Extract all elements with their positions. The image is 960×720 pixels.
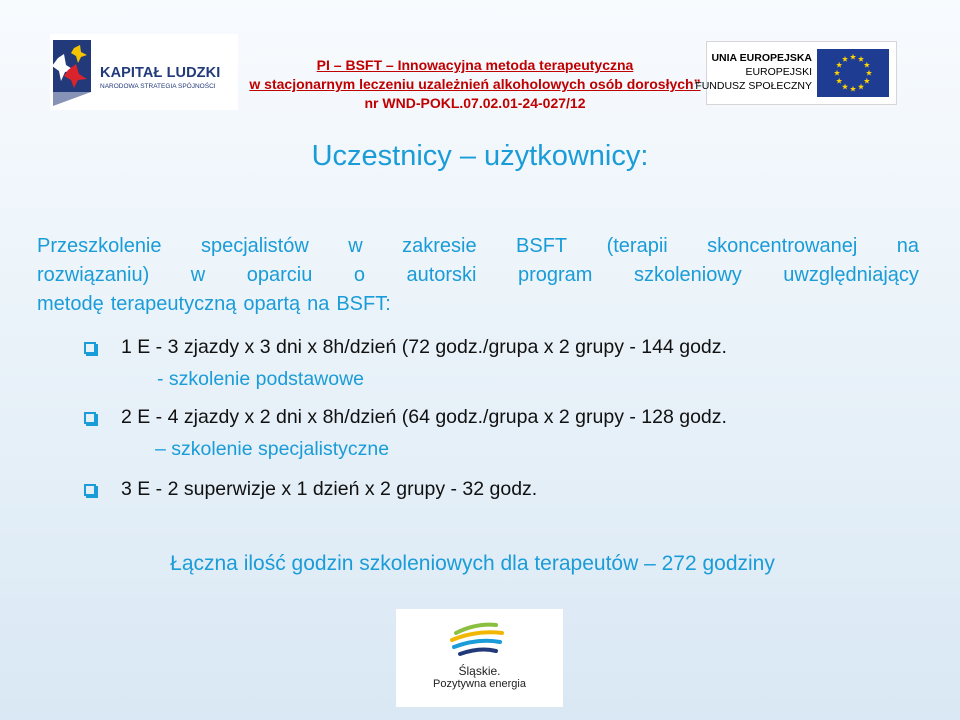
eu-star-icon — [858, 84, 864, 90]
intro-word: o — [353, 264, 365, 286]
bullet-2-subtext: – szkolenie specjalistyczne — [155, 438, 390, 460]
intro-word: w — [190, 264, 206, 286]
eu-star-icon — [866, 70, 872, 76]
intro-word: szkoleniowy — [633, 264, 742, 286]
eu-star-icon — [864, 78, 870, 84]
intro-word: na — [307, 293, 330, 315]
checkbox-bullet-icon — [84, 342, 96, 354]
slaskie-tagline: Pozytywna energia — [433, 678, 526, 690]
intro-word: uwzględniający — [783, 264, 919, 286]
intro-word: (terapii — [606, 235, 668, 257]
project-name-line: PI – BSFT – Innowacyjna metoda terapeutyczna — [316, 57, 634, 73]
project-number-line: nr WND-POKL.07.02.01-24-027/12 — [364, 95, 586, 111]
eu-star-icon — [842, 56, 848, 62]
intro-word: na — [896, 235, 919, 257]
eu-star-icon — [842, 84, 848, 90]
kapital-ludzki-emblem-icon — [50, 34, 100, 110]
intro-word: Przeszkolenie — [37, 235, 162, 257]
eu-logo-line3: FUNDUSZ SPOŁECZNY — [695, 80, 812, 92]
project-description-line: w stacjonarnym leczeniu uzależnień alkoholowych osób dorosłych” — [249, 76, 701, 92]
intro-word: opartą — [243, 293, 301, 315]
intro-word: w — [348, 235, 363, 257]
summary-total-hours: Łączna ilość godzin szkoleniowych dla terapeutów – 272 godziny — [170, 552, 775, 575]
eu-social-fund-logo — [695, 41, 897, 105]
intro-word: metodę — [37, 293, 104, 315]
kapital-ludzki-subtitle: NARODOWA STRATEGIA SPÓJNOŚCI — [100, 83, 216, 90]
intro-line-2 — [37, 261, 919, 290]
intro-paragraph — [37, 232, 919, 319]
kapital-ludzki-logo — [50, 34, 238, 110]
eu-logo-line2: EUROPEJSKI — [745, 66, 812, 78]
eu-logo-text — [695, 51, 812, 93]
checkbox-bullet-icon — [84, 484, 96, 496]
slaskie-emblem-icon — [396, 609, 563, 665]
eu-star-icon — [864, 62, 870, 68]
intro-word: autorski — [406, 264, 477, 286]
eu-star-icon — [834, 70, 840, 76]
project-header — [240, 56, 710, 113]
bullet-3-text: 3 E - 2 superwizje x 1 dzień x 2 grupy - 32 godz. — [121, 478, 538, 500]
checkbox-bullet-icon — [84, 412, 96, 424]
page-title: Uczestnicy – użytkownicy: — [311, 140, 649, 172]
intro-word: BSFT: — [336, 293, 391, 315]
eu-flag-icon — [817, 49, 889, 97]
eu-star-icon — [836, 62, 842, 68]
intro-word: BSFT — [516, 235, 568, 257]
eu-logo-line1: UNIA EUROPEJSKA — [711, 52, 812, 64]
kapital-ludzki-title: KAPITAŁ LUDZKI — [100, 65, 221, 81]
intro-word: terapeutyczną — [110, 293, 237, 315]
intro-word: zakresie — [402, 235, 477, 257]
intro-word: rozwiązaniu) — [37, 264, 150, 286]
eu-star-icon — [850, 86, 856, 92]
intro-word: program — [517, 264, 593, 286]
eu-star-icon — [850, 54, 856, 60]
intro-word: oparciu — [246, 264, 313, 286]
intro-line-1 — [37, 232, 919, 261]
bullet-1-subtext: - szkolenie podstawowe — [157, 368, 365, 390]
bullet-1-text: 1 E - 3 zjazdy x 3 dni x 8h/dzień (72 godz./grupa x 2 grupy - 144 godz. — [121, 336, 727, 358]
eu-star-icon — [836, 78, 842, 84]
eu-star-icon — [858, 56, 864, 62]
intro-word: specjalistów — [200, 235, 309, 257]
slaskie-name: Śląskie. — [458, 664, 501, 678]
bullet-2-text: 2 E - 4 zjazdy x 2 dni x 8h/dzień (64 godz./grupa x 2 grupy - 128 godz. — [121, 406, 727, 428]
intro-line-3 — [37, 290, 919, 319]
slaskie-logo — [396, 609, 563, 707]
intro-word: skoncentrowanej — [707, 235, 858, 257]
